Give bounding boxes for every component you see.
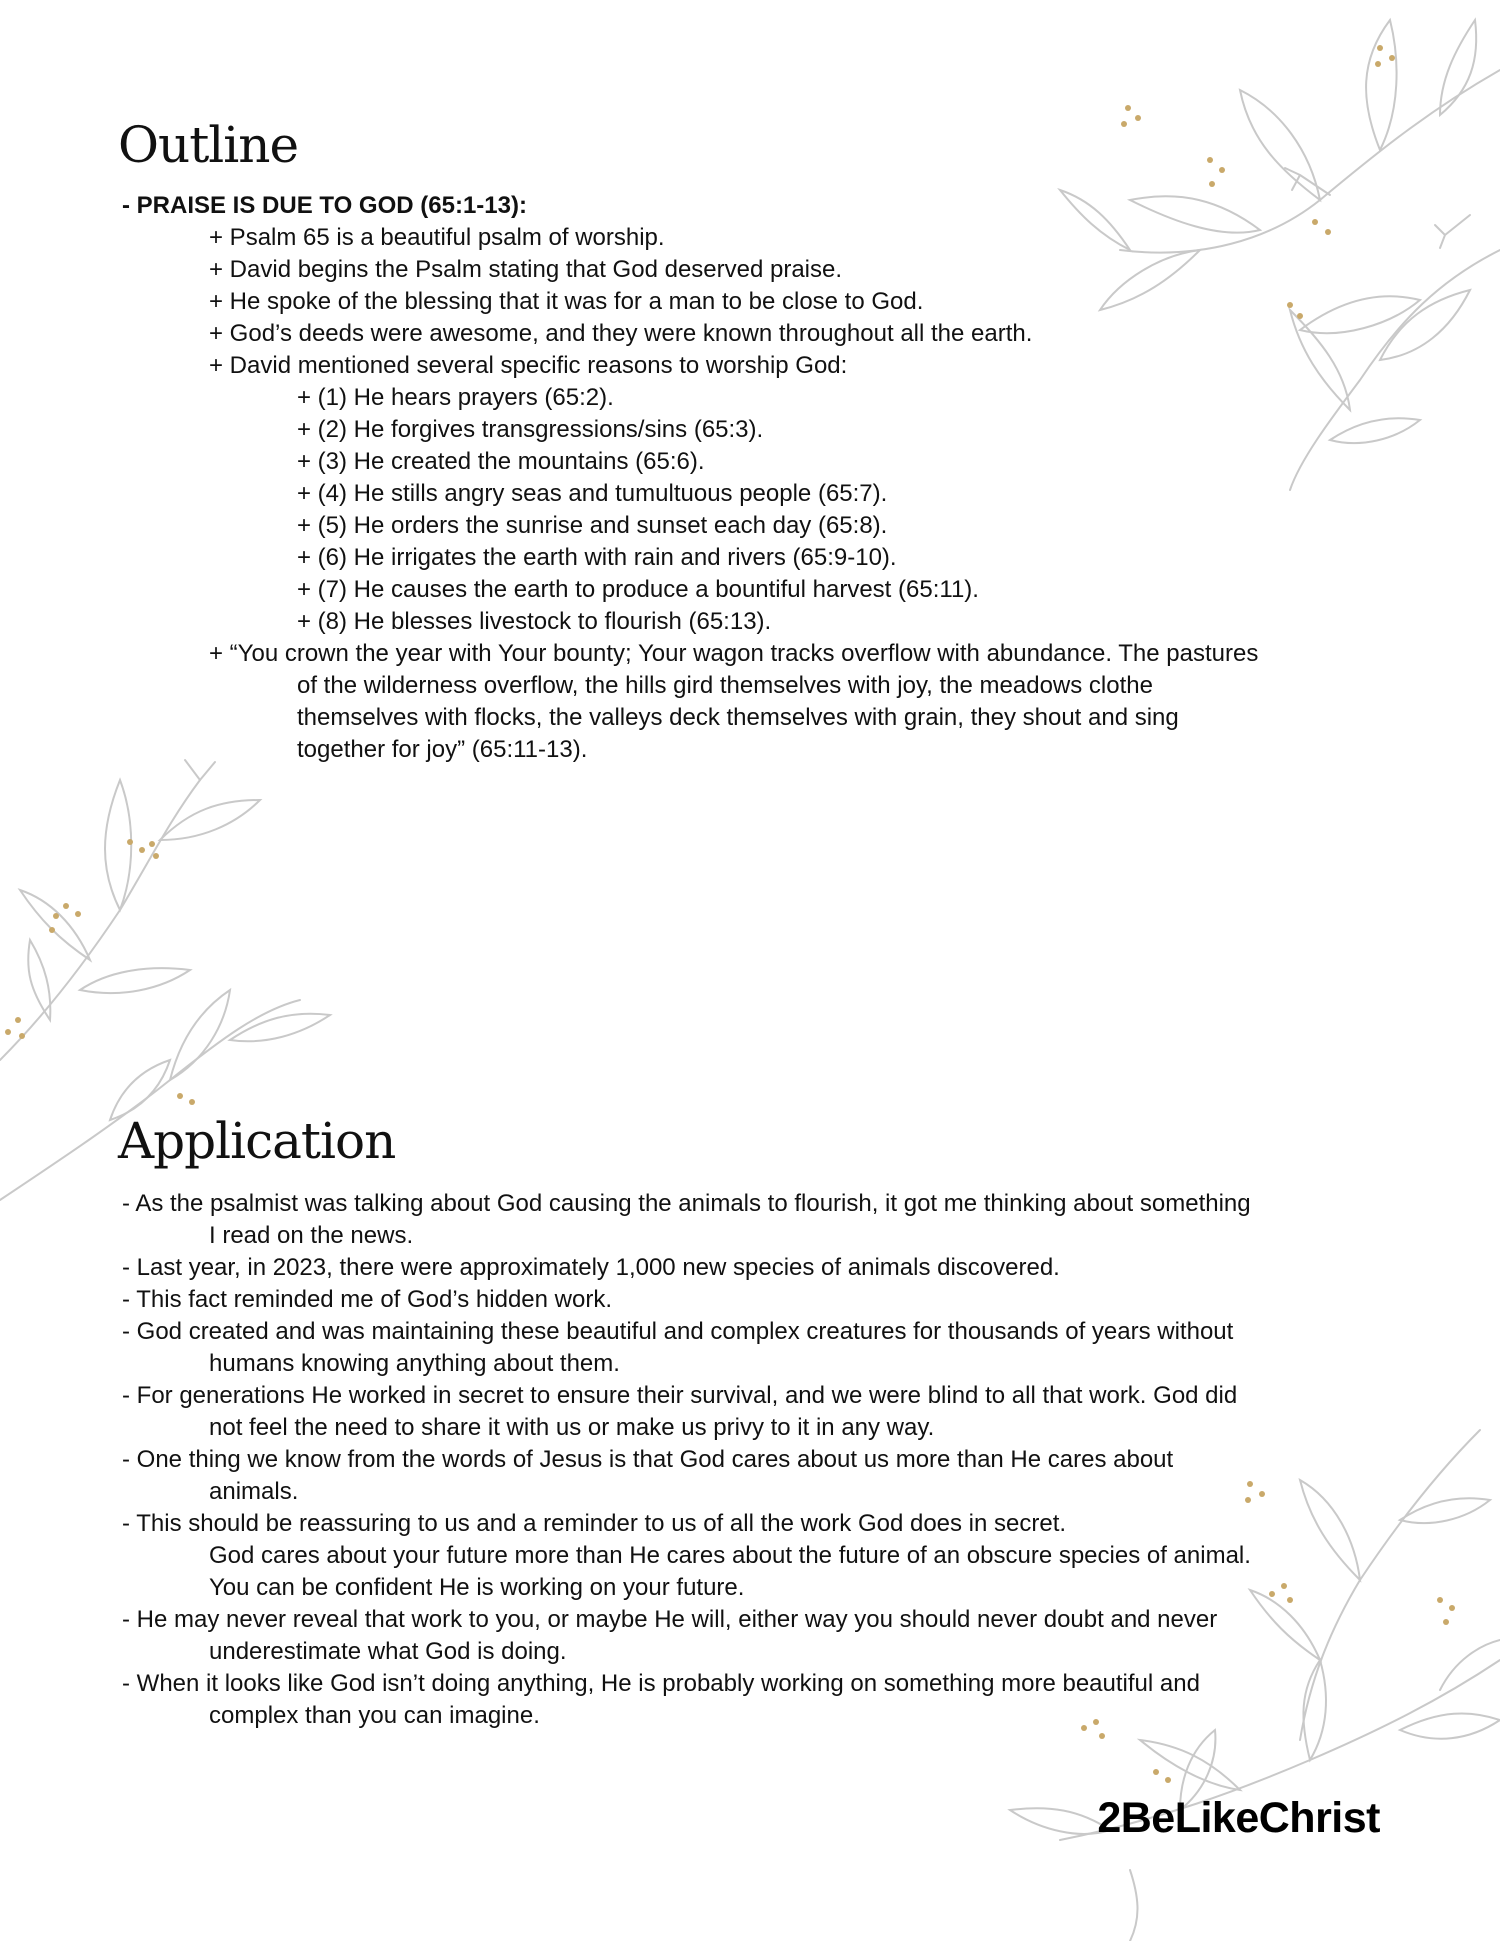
list-item: - When it looks like God isn’t doing anything, He is probably working on something more beautiful and [122, 1670, 1200, 1697]
list-item: - This fact reminded me of God’s hidden work. [122, 1286, 613, 1313]
list-item-continuation: animals. [209, 1478, 299, 1505]
list-item: + David begins the Psalm stating that God deserved praise. [209, 256, 843, 283]
list-item: - Last year, in 2023, there were approximately 1,000 new species of animals discovered. [122, 1254, 1060, 1281]
list-item: - As the psalmist was talking about God causing the animals to flourish, it got me thinking about something [122, 1190, 1251, 1217]
list-item-continuation: You can be confident He is working on your future. [209, 1574, 745, 1601]
list-item: + (2) He forgives transgressions/sins (65:3). [297, 416, 764, 443]
brand-logo-text: 2BeLikeChrist [1097, 1794, 1380, 1842]
list-item: - PRAISE IS DUE TO GOD (65:1-13): [122, 192, 527, 219]
list-item: + (8) He blesses livestock to flourish (65:13). [297, 608, 772, 635]
list-item: + (5) He orders the sunrise and sunset each day (65:8). [297, 512, 888, 539]
outline-heading: Outline [118, 116, 299, 174]
botanical-branch-top-right-icon [1000, 0, 1500, 500]
list-item-continuation: not feel the need to share it with us or make us privy to it in any way. [209, 1414, 935, 1441]
list-item: + He spoke of the blessing that it was for a man to be close to God. [209, 288, 924, 315]
list-item-continuation: complex than you can imagine. [209, 1702, 540, 1729]
list-item-continuation: themselves with flocks, the valleys deck themselves with grain, they shout and sing [297, 704, 1179, 731]
list-item-continuation: underestimate what God is doing. [209, 1638, 567, 1665]
list-item-continuation: God cares about your future more than He cares about the future of an obscure species of animal. [209, 1542, 1251, 1569]
list-item-continuation: of the wilderness overflow, the hills gird themselves with joy, the meadows clothe [297, 672, 1153, 699]
list-item: + (3) He created the mountains (65:6). [297, 448, 705, 475]
list-item: - This should be reassuring to us and a reminder to us of all the work God does in secret. [122, 1510, 1067, 1537]
list-item: - One thing we know from the words of Jesus is that God cares about us more than He cares about [122, 1446, 1174, 1473]
list-item: - For generations He worked in secret to ensure their survival, and we were blind to all that work. God did [122, 1382, 1238, 1409]
application-heading: Application [118, 1112, 396, 1170]
list-item: - He may never reveal that work to you, or maybe He will, either way you should never doubt and never [122, 1606, 1218, 1633]
list-item-continuation: together for joy” (65:11-13). [297, 736, 588, 763]
list-item: + Psalm 65 is a beautiful psalm of worship. [209, 224, 665, 251]
list-item: + (4) He stills angry seas and tumultuous people (65:7). [297, 480, 888, 507]
list-item: + God’s deeds were awesome, and they were known throughout all the earth. [209, 320, 1033, 347]
list-item: + (1) He hears prayers (65:2). [297, 384, 614, 411]
list-item-continuation: I read on the news. [209, 1222, 414, 1249]
list-item: + (6) He irrigates the earth with rain and rivers (65:9-10). [297, 544, 897, 571]
list-item: + (7) He causes the earth to produce a bountiful harvest (65:11). [297, 576, 979, 603]
list-item-continuation: humans knowing anything about them. [209, 1350, 620, 1377]
list-item: - God created and was maintaining these beautiful and complex creatures for thousands of years without [122, 1318, 1234, 1345]
list-item: + David mentioned several specific reasons to worship God: [209, 352, 848, 379]
list-item: + “You crown the year with Your bounty; Your wagon tracks overflow with abundance. The pastures [209, 640, 1259, 667]
